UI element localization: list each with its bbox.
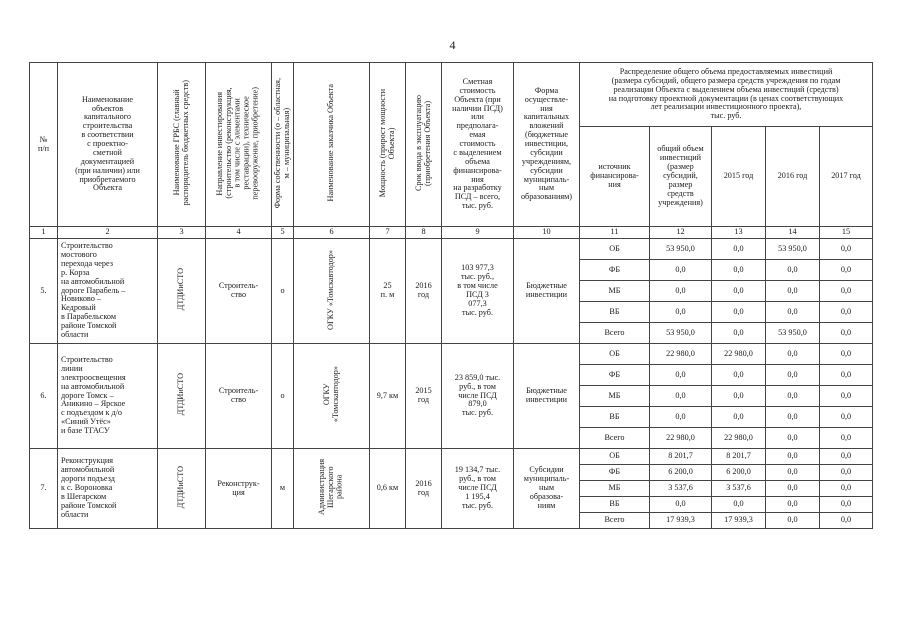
row-number: 5. (30, 239, 58, 344)
amount-cell: 0,0 (650, 281, 712, 302)
amount-cell: 6 200,0 (712, 465, 766, 481)
amount-cell: 17 939,3 (712, 513, 766, 529)
col-number: 7 (370, 227, 406, 239)
amount-cell: 0,0 (766, 449, 820, 465)
amount-cell: 8 201,7 (712, 449, 766, 465)
source-cell: Всего (580, 428, 650, 449)
amount-cell: 0,0 (650, 260, 712, 281)
amount-cell: 0,0 (650, 386, 712, 407)
header-investment-form: Форма осуществле- ния капитальных вложений (бюджетные инвестиции, субсидии учреждениям, субсидии муниципаль- ным образованиям) (514, 63, 580, 227)
amount-cell: 0,0 (820, 465, 873, 481)
amount-cell: 0,0 (650, 497, 712, 513)
source-cell: Всего (580, 513, 650, 529)
amount-cell: 0,0 (820, 344, 873, 365)
grbs-cell: ДТДИиСТО (158, 344, 206, 449)
page-number: 4 (449, 38, 456, 52)
capacity-cell: 0,6 км (370, 449, 406, 529)
header-object-name: Наименование объектов капитального строительства в соответствии с проектно- сметной документацией (при наличии) или приобретаемого Объекта (58, 63, 158, 227)
amount-cell: 0,0 (766, 428, 820, 449)
source-cell: ОБ (580, 239, 650, 260)
amount-cell: 0,0 (766, 481, 820, 497)
source-cell: ОБ (580, 344, 650, 365)
amount-cell: 0,0 (766, 386, 820, 407)
amount-cell: 0,0 (712, 497, 766, 513)
amount-cell: 22 980,0 (712, 344, 766, 365)
source-cell: ФБ (580, 365, 650, 386)
amount-cell: 0,0 (820, 513, 873, 529)
amount-cell: 17 939,3 (650, 513, 712, 529)
object-name: Строительство мостового перехода через р. Корза на автомобильной дороге Парабель – Новиково – Кедровый в Парабельском районе Томской области (58, 239, 158, 344)
amount-cell: 8 201,7 (650, 449, 712, 465)
amount-cell: 0,0 (712, 323, 766, 344)
col-number: 9 (442, 227, 514, 239)
source-cell: ФБ (580, 465, 650, 481)
amount-cell: 3 537,6 (712, 481, 766, 497)
customer-cell: Администрация Шегарского района (294, 449, 370, 529)
amount-cell: 0,0 (820, 481, 873, 497)
amount-cell: 0,0 (712, 302, 766, 323)
source-cell: МБ (580, 481, 650, 497)
amount-cell: 3 537,6 (650, 481, 712, 497)
amount-cell: 6 200,0 (650, 465, 712, 481)
source-cell: ФБ (580, 260, 650, 281)
grbs-cell: ДТДИиСТО (158, 239, 206, 344)
amount-cell: 22 980,0 (650, 428, 712, 449)
amount-cell: 0,0 (820, 428, 873, 449)
amount-cell: 0,0 (820, 449, 873, 465)
col-number: 3 (158, 227, 206, 239)
amount-cell: 0,0 (766, 260, 820, 281)
amount-cell: 53 950,0 (766, 323, 820, 344)
header-grbs: Наименование ГРБС (главный распорядитель бюджетных средств) (158, 63, 206, 227)
amount-cell: 0,0 (820, 386, 873, 407)
ownership-cell: м (272, 449, 294, 529)
amount-cell: 0,0 (712, 407, 766, 428)
col-number: 2 (58, 227, 158, 239)
amount-cell: 0,0 (766, 407, 820, 428)
source-cell: МБ (580, 386, 650, 407)
year-cell: 2016 год (406, 449, 442, 529)
amount-cell: 0,0 (650, 407, 712, 428)
header-customer: Наименование заказчика Объекта (294, 63, 370, 227)
direction-cell: Строитель- ство (206, 344, 272, 449)
amount-cell: 22 980,0 (650, 344, 712, 365)
col-number: 15 (820, 227, 873, 239)
capacity-cell: 25 п. м (370, 239, 406, 344)
amount-cell: 53 950,0 (766, 239, 820, 260)
header-distribution-group: Распределение общего объема предоставляемых инвестиций (размера субсидий, общего размера средств учреждения по годам реализации Объекта с выделением объема инвестиций (средств) на подготовку проектной документации (в ценах соответствующих лет реализации инвестиционного проекта), тыс. руб. (580, 63, 873, 127)
header-cost: Сметная стоимость Объекта (при наличии ПСД) или предполага- емая стоимость с выделением объема финансирова- ния на разработку ПСД – всего, тыс. руб. (442, 63, 514, 227)
amount-cell: 0,0 (820, 302, 873, 323)
header-commissioning: Срок ввода в эксплуатацию (приобретения Объекта) (406, 63, 442, 227)
ownership-cell: о (272, 239, 294, 344)
header-2015: 2015 год (712, 127, 766, 227)
amount-cell: 0,0 (820, 239, 873, 260)
form-cell: Субсидии муниципаль- ным образова- ниям (514, 449, 580, 529)
amount-cell: 0,0 (766, 465, 820, 481)
amount-cell: 0,0 (712, 260, 766, 281)
col-number: 12 (650, 227, 712, 239)
amount-cell: 53 950,0 (650, 239, 712, 260)
cost-cell: 23 859,0 тыс. руб., в том числе ПСД 879,0 тыс. руб. (442, 344, 514, 449)
amount-cell: 0,0 (712, 386, 766, 407)
source-cell: ВБ (580, 497, 650, 513)
amount-cell: 0,0 (820, 281, 873, 302)
header-ownership: Форма собственности (о – областная, м – муниципальная) (272, 63, 294, 227)
source-cell: Всего (580, 323, 650, 344)
table-row (30, 449, 873, 465)
amount-cell: 0,0 (766, 513, 820, 529)
col-number: 11 (580, 227, 650, 239)
grbs-cell: ДТДИиСТО (158, 449, 206, 529)
header-2016: 2016 год (766, 127, 820, 227)
amount-cell: 0,0 (712, 239, 766, 260)
investment-table (29, 62, 873, 529)
year-cell: 2015 год (406, 344, 442, 449)
amount-cell: 0,0 (766, 302, 820, 323)
source-cell: ВБ (580, 407, 650, 428)
header-capacity: Мощность (прирост мощности Объекта) (370, 63, 406, 227)
col-number: 1 (30, 227, 58, 239)
amount-cell: 0,0 (650, 302, 712, 323)
table-row (30, 344, 873, 365)
object-name: Реконструкция автомобильной дороги подъезд к с. Вороновка в Шегарском районе Томской области (58, 449, 158, 529)
ownership-cell: о (272, 344, 294, 449)
year-cell: 2016 год (406, 239, 442, 344)
amount-cell: 0,0 (766, 344, 820, 365)
row-number: 7. (30, 449, 58, 529)
amount-cell: 0,0 (820, 365, 873, 386)
direction-cell: Реконструк- ция (206, 449, 272, 529)
object-name: Строительство линии электроосвещения на автомобильной дороге Томск – Аникино – Ярское с подъездом к д/о «Синий Утёс» и базе ТГАСУ (58, 344, 158, 449)
amount-cell: 0,0 (766, 281, 820, 302)
header-direction: Направление инвестирования (строительство (реконструкция, в том числе с элементами реставрации), техническое перевооружение, приобретение) (206, 63, 272, 227)
amount-cell: 0,0 (820, 260, 873, 281)
table-row (30, 239, 873, 260)
col-number: 6 (294, 227, 370, 239)
source-cell: ОБ (580, 449, 650, 465)
direction-cell: Строитель- ство (206, 239, 272, 344)
amount-cell: 0,0 (712, 281, 766, 302)
customer-cell: ОГКУ «Томскавтодор» (294, 344, 370, 449)
amount-cell: 53 950,0 (650, 323, 712, 344)
header-2017: 2017 год (820, 127, 873, 227)
col-number: 8 (406, 227, 442, 239)
amount-cell: 0,0 (820, 323, 873, 344)
form-cell: Бюджетные инвестиции (514, 344, 580, 449)
col-number: 5 (272, 227, 294, 239)
amount-cell: 0,0 (766, 497, 820, 513)
amount-cell: 0,0 (820, 497, 873, 513)
amount-cell: 0,0 (766, 365, 820, 386)
form-cell: Бюджетные инвестиции (514, 239, 580, 344)
col-number: 4 (206, 227, 272, 239)
capacity-cell: 9,7 км (370, 344, 406, 449)
source-cell: ВБ (580, 302, 650, 323)
header-source: источник финансирова- ния (580, 127, 650, 227)
header-num: № п/п (30, 63, 58, 227)
col-number: 13 (712, 227, 766, 239)
cost-cell: 103 977,3 тыс. руб., в том числе ПСД 3 077,3 тыс. руб. (442, 239, 514, 344)
header-total-volume: общий объем инвестиций (размер субсидий, размер средств учреждения) (650, 127, 712, 227)
cost-cell: 19 134,7 тыс. руб., в том числе ПСД 1 195,4 тыс. руб. (442, 449, 514, 529)
source-cell: МБ (580, 281, 650, 302)
row-number: 6. (30, 344, 58, 449)
amount-cell: 0,0 (820, 407, 873, 428)
col-number: 14 (766, 227, 820, 239)
customer-cell: ОГКУ «Томскавтодор» (294, 239, 370, 344)
amount-cell: 22 980,0 (712, 428, 766, 449)
amount-cell: 0,0 (712, 365, 766, 386)
amount-cell: 0,0 (650, 365, 712, 386)
col-number: 10 (514, 227, 580, 239)
